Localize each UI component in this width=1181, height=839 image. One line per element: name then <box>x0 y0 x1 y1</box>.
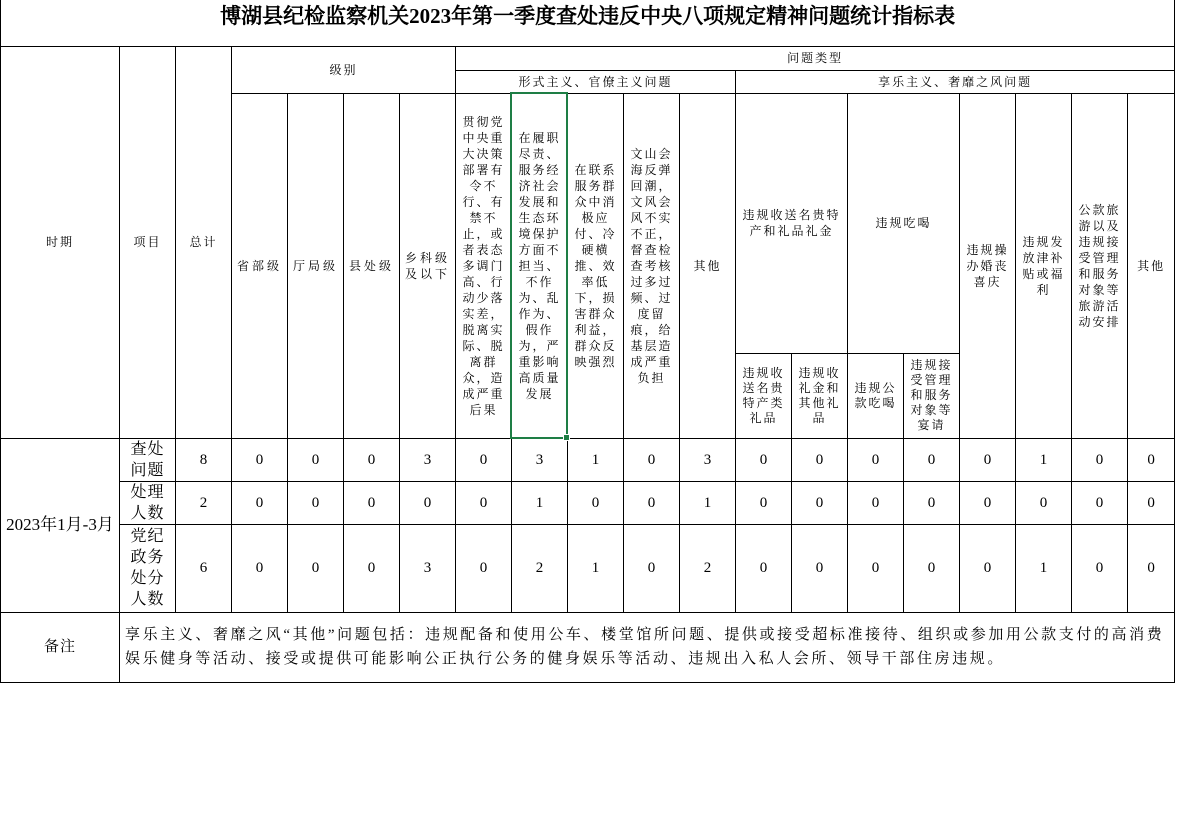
value-cell[interactable]: 3 <box>400 438 456 481</box>
value-cell[interactable]: 0 <box>792 524 848 612</box>
header-hedonism[interactable]: 享乐主义、奢靡之风问题 <box>736 70 1175 93</box>
value-cell[interactable]: 0 <box>1072 481 1128 524</box>
header-formalism[interactable]: 形式主义、官僚主义问题 <box>456 70 736 93</box>
table-title[interactable]: 博湖县纪检监察机关2023年第一季度查处违反中央八项规定精神问题统计指标表 <box>1 0 1175 46</box>
period-cell[interactable]: 2023年1月-3月 <box>1 438 120 612</box>
note-label[interactable]: 备注 <box>1 612 120 682</box>
value-cell[interactable]: 0 <box>288 481 344 524</box>
table-body <box>1 438 1175 612</box>
header-weddings-funerals[interactable]: 违规操办婚丧喜庆 <box>960 93 1016 438</box>
value-cell[interactable]: 1 <box>512 481 568 524</box>
value-cell[interactable]: 3 <box>400 524 456 612</box>
header-period[interactable]: 时期 <box>1 46 120 438</box>
header-item[interactable]: 项目 <box>120 46 176 438</box>
value-cell[interactable]: 0 <box>344 481 400 524</box>
header-hedonism-other[interactable]: 其他 <box>1128 93 1175 438</box>
value-cell[interactable]: 0 <box>456 438 512 481</box>
value-cell[interactable]: 0 <box>456 524 512 612</box>
note-text[interactable]: 享乐主义、奢靡之风“其他”问题包括：违规配备和使用公车、楼堂馆所问题、提供或接受超标准接待、组织或参加用公款支付的高消费娱乐健身等活动、接受或提供可能影响公正执行公务的健身娱乐等活动、违规出入私人会所、领导干部住房违规。 <box>120 612 1175 682</box>
value-cell[interactable]: 0 <box>288 438 344 481</box>
value-cell[interactable]: 1 <box>568 438 624 481</box>
value-cell[interactable]: 1 <box>1016 438 1072 481</box>
value-cell[interactable]: 0 <box>288 524 344 612</box>
value-cell[interactable]: 2 <box>680 524 736 612</box>
value-cell[interactable]: 3 <box>680 438 736 481</box>
fill-handle[interactable] <box>563 434 570 441</box>
value-cell[interactable]: 0 <box>848 524 904 612</box>
value-cell[interactable]: 0 <box>848 438 904 481</box>
value-cell[interactable]: 0 <box>344 438 400 481</box>
value-cell[interactable]: 0 <box>960 481 1016 524</box>
value-cell[interactable]: 0 <box>624 524 680 612</box>
header-gifts-specialty[interactable]: 违规收送名贵特产类礼品 <box>736 353 792 438</box>
header-formalism-decision[interactable]: 贯彻党中央重大决策部署有令不行、有禁不止，或者表态多调门高、行动少落实差，脱离实际、脱离群众，造成严重后果 <box>456 93 512 438</box>
header-allowances[interactable]: 违规发放津补贴或福利 <box>1016 93 1072 438</box>
value-cell[interactable]: 1 <box>1016 524 1072 612</box>
header-level-township[interactable]: 乡科级及以下 <box>400 93 456 438</box>
value-cell[interactable]: 0 <box>1016 481 1072 524</box>
data-row <box>1 524 1175 612</box>
value-cell[interactable]: 3 <box>512 438 568 481</box>
header-formalism-service[interactable]: 在联系服务群众中消极应付、冷硬横推、效率低下，损害群众利益，群众反映强烈 <box>568 93 624 438</box>
value-cell[interactable]: 0 <box>960 524 1016 612</box>
value-cell[interactable]: 0 <box>792 438 848 481</box>
value-cell[interactable]: 0 <box>736 438 792 481</box>
table-header <box>1 0 1175 438</box>
header-level[interactable]: 级别 <box>232 46 456 93</box>
header-level-county[interactable]: 县处级 <box>344 93 400 438</box>
value-cell[interactable]: 2 <box>176 481 232 524</box>
header-total[interactable]: 总计 <box>176 46 232 438</box>
header-formalism-meetings[interactable]: 文山会海反弹回潮，文风会风不实不正，督查检查考核过多过频、过度留痕，给基层造成严重负担 <box>624 93 680 438</box>
value-cell[interactable]: 1 <box>568 524 624 612</box>
item-cell[interactable]: 党纪政务处分人数 <box>120 524 176 612</box>
header-gifts-cash[interactable]: 违规收礼金和其他礼品 <box>792 353 848 438</box>
header-dining-banquets[interactable]: 违规接受管理和服务对象等宴请 <box>904 353 960 438</box>
value-cell[interactable]: 0 <box>736 524 792 612</box>
value-cell[interactable]: 0 <box>848 481 904 524</box>
value-cell[interactable]: 6 <box>176 524 232 612</box>
value-cell[interactable]: 0 <box>232 481 288 524</box>
value-cell[interactable]: 0 <box>736 481 792 524</box>
value-cell[interactable]: 0 <box>232 524 288 612</box>
header-dining[interactable]: 违规吃喝 <box>848 93 960 353</box>
value-cell[interactable]: 0 <box>792 481 848 524</box>
header-level-department[interactable]: 厅局级 <box>288 93 344 438</box>
value-cell[interactable]: 0 <box>624 438 680 481</box>
value-cell[interactable]: 0 <box>400 481 456 524</box>
header-gifts[interactable]: 违规收送名贵特产和礼品礼金 <box>736 93 848 353</box>
item-cell[interactable]: 查处问题 <box>120 438 176 481</box>
value-cell[interactable]: 0 <box>904 481 960 524</box>
value-cell[interactable]: 0 <box>344 524 400 612</box>
value-cell[interactable]: 0 <box>904 438 960 481</box>
value-cell[interactable]: 0 <box>1128 438 1175 481</box>
header-level-province[interactable]: 省部级 <box>232 93 288 438</box>
data-row <box>1 438 1175 481</box>
value-cell[interactable]: 1 <box>680 481 736 524</box>
value-cell[interactable]: 0 <box>456 481 512 524</box>
header-problem-type[interactable]: 问题类型 <box>456 46 1175 70</box>
value-cell[interactable]: 0 <box>1128 524 1175 612</box>
header-formalism-other[interactable]: 其他 <box>680 93 736 438</box>
data-row <box>1 481 1175 524</box>
value-cell[interactable]: 0 <box>624 481 680 524</box>
value-cell[interactable]: 0 <box>1128 481 1175 524</box>
value-cell[interactable]: 2 <box>512 524 568 612</box>
table-footer <box>1 612 1175 682</box>
header-tourism[interactable]: 公款旅游以及违规接受管理和服务对象等旅游活动安排 <box>1072 93 1128 438</box>
value-cell[interactable]: 0 <box>232 438 288 481</box>
header-dining-public-funds[interactable]: 违规公款吃喝 <box>848 353 904 438</box>
item-cell[interactable]: 处理人数 <box>120 481 176 524</box>
value-cell[interactable]: 0 <box>568 481 624 524</box>
value-cell[interactable]: 0 <box>960 438 1016 481</box>
value-cell[interactable]: 8 <box>176 438 232 481</box>
value-cell[interactable]: 0 <box>1072 438 1128 481</box>
value-cell[interactable]: 0 <box>904 524 960 612</box>
value-cell[interactable]: 0 <box>1072 524 1128 612</box>
header-formalism-duty[interactable]: 在履职尽责、服务经济社会发展和生态环境保护方面不担当、不作为、乱作为、假作为，严重影响高质量发展 <box>512 93 568 438</box>
